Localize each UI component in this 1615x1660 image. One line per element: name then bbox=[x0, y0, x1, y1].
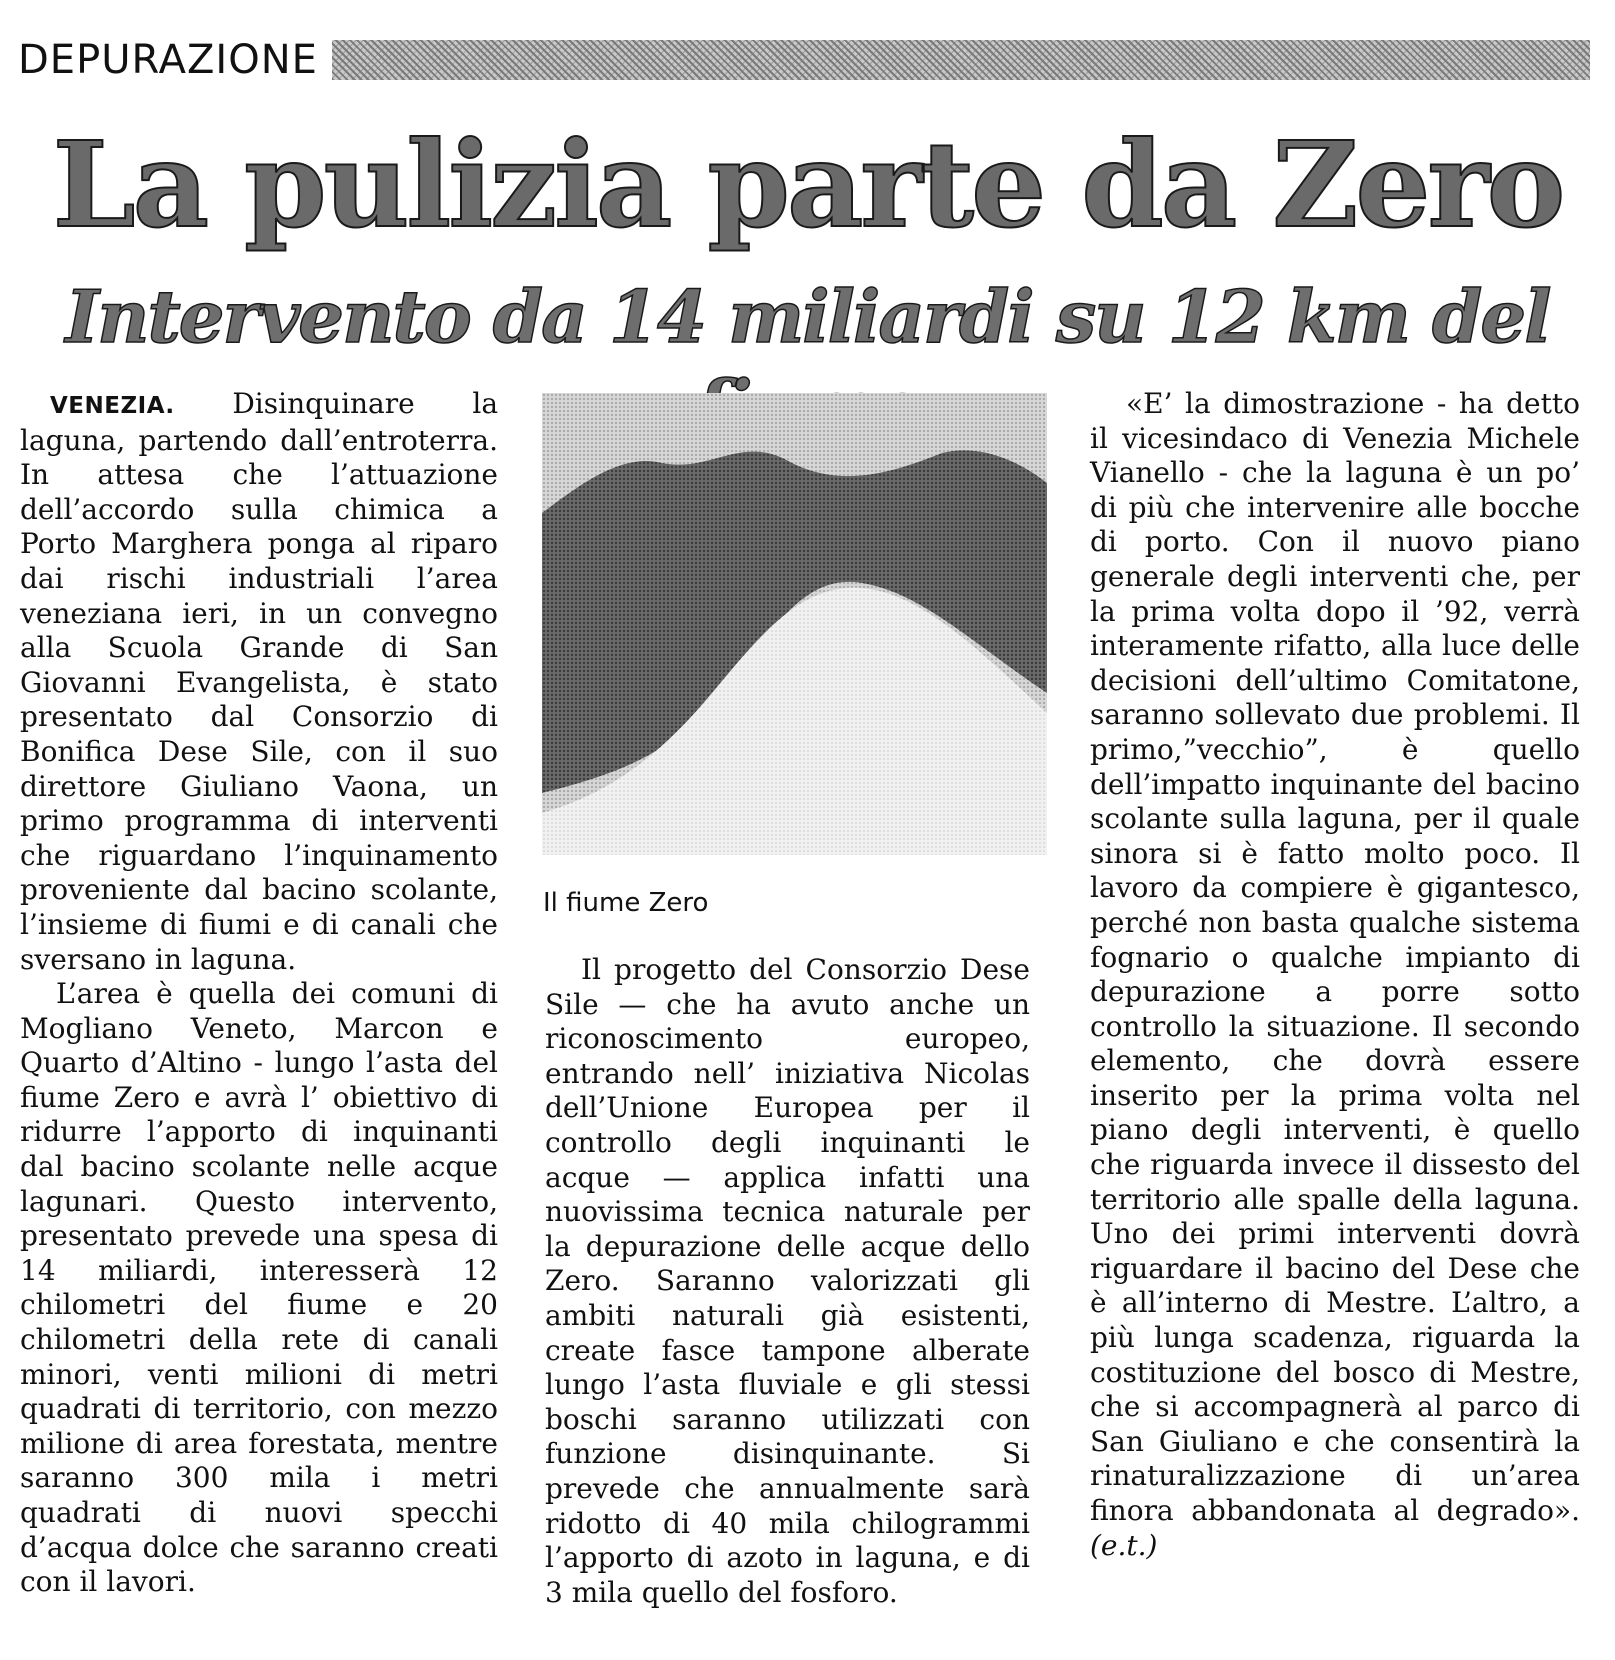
article-column-middle bbox=[545, 953, 1030, 1610]
subheadline: Intervento da 14 miliardi su 12 km del bbox=[65, 274, 1550, 359]
article-paragraph: L’area è quella dei comuni di Mogliano Veneto, Marcon e Quarto d’Altino - lungo l’asta del fiume Zero e avrà l’ obiettivo di ridurre l’apporto di inquinanti dal bacino scolante nelle acque lagunari. Questo intervento, presentato prevede una spesa di 14 miliardi, interesserà 12 chilometri del fiume e 20 chilometri della rete di canali minori, venti milioni di metri quadrati di territorio, con mezzo milione di area forestata, mentre saranno 300 mila i metri quadrati di nuovi specchi d’acqua dolce che saranno creati con il lavori. bbox=[20, 977, 498, 1599]
section-label: DEPURAZIONE bbox=[18, 37, 318, 83]
author-initials: (e.t.) bbox=[1090, 1528, 1158, 1562]
paragraph-text: «E’ la dimostrazione - ha detto il vicesindaco di Venezia Michele Vianello - che la laguna è un po’ di più che intervenire alle bocche di porto. Con il nuovo piano generale degli interventi che, per la prima volta dopo il ’92, verrà interamente rifatto, alla luce delle decisioni dell’ultimo Comitatone, saranno sollevato due problemi. Il primo,”vecchio”, è quello dell’impatto inquinante del bacino scolante sulla laguna, per il quale sinora si è fatto molto poco. Il lavoro da compiere è gigantesco, perché non basta qualche sistema fognario o qualche impianto di depurazione a porre sotto controllo la situazione. Il secondo elemento, che dovrà essere inserito per la prima volta nel piano degli interventi, è quello che riguarda invece il dissesto del territorio alle spalle della laguna. Uno dei primi interventi dovrà riguardare il bacino del Dese che è all’interno di Mestre. L’altro, a più lunga scadenza, riguarda la costituzione del bosco di Mestre, che si accompagnerà al parco di San Giuliano e che consentirà la rinaturalizzazione di un’area finora abbandonata al degrado». bbox=[1090, 387, 1580, 1527]
section-rule bbox=[332, 40, 1590, 80]
dateline: VENEZIA. bbox=[50, 393, 175, 419]
river-photo bbox=[542, 393, 1047, 855]
headline: La pulizia parte da Zero bbox=[52, 115, 1563, 254]
section-header bbox=[18, 30, 1590, 90]
paragraph-text: Disinquinare la laguna, partendo dall’entroterra. In attesa che l’attuazione dell’accordo sulla chimica a Porto Marghera ponga al riparo dai rischi industriali l’area veneziana ieri, in un convegno alla Scuola Grande di San Giovanni Evangelista, è stato presentato dal Consorzio di Bonifica Dese Sile, con il suo direttore Giuliano Vaona, un primo programma di interventi che riguardano l’inquinamento proveniente dal bacino scolante, l’insieme di fiumi e di canali che sversano in laguna. bbox=[20, 387, 499, 976]
article-paragraph: Il progetto del Consorzio Dese Sile — che ha avuto anche un riconoscimento europeo, entrando nell’ iniziativa Nicolas dell’Unione Europea per il controllo degli inquinanti le acque — applica infatti una nuovissima tecnica naturale per la depurazione delle acque dello Zero. Saranno valorizzati gli ambiti naturali già esistenti, create fasce tampone alberate lungo l’asta fluviale e gli stessi boschi saranno utilizzati con funzione disinquinante. Si prevede che annualmente sarà ridotto di 40 mila chilogrammi l’apporto di azoto in laguna, e di 3 mila quello del fosforo. bbox=[545, 953, 1030, 1609]
article-paragraph bbox=[20, 387, 498, 977]
article-column-left bbox=[20, 387, 498, 1600]
article-paragraph bbox=[1090, 387, 1580, 1563]
photo-caption: Il fiume Zero bbox=[543, 888, 709, 918]
river-photo-image bbox=[542, 393, 1047, 855]
article-column-right bbox=[1090, 387, 1580, 1563]
